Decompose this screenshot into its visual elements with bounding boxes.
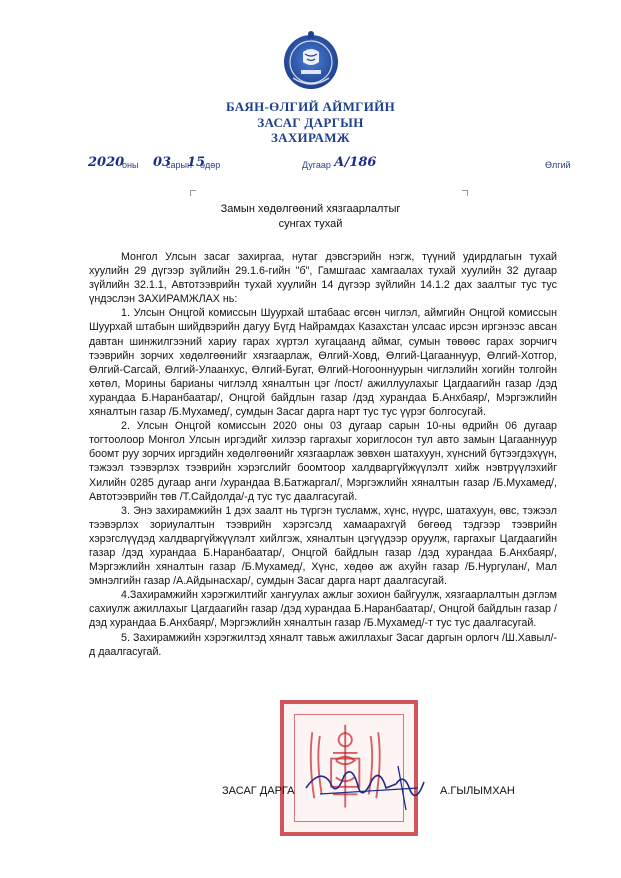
date-month-label: сарын xyxy=(166,160,192,170)
clause-2: 2. Улсын Онцгой комиссын 2020 оны 03 дугаар сарын 10-ны өдрийн 06 дугаар тогтоолоор Монгол Улсын иргэдийг хилээр гаргахыг хориглосон тул авто замын Цагааннуур боомт руу зорчих иргэдийн хөдөлгөөнийг хязгаарлаж зөвхөн шатахуун, хүнсний бүтээгдэхүүн, тэжээл тээвэрлэх тээврийн хэрэгслийг боомтоор халдваргүйжүүлэлт хийж нэвтрүүлэхийг Хилийн 0285 дугаар анги /хурандаа В.Батжаргал/, Мэргэжлийн хяналтын газар /Б.Мухамед/, Автотээврийн төв /Т.Сайдолда/-д тус тус даалгасугай. xyxy=(89,420,557,503)
city-name: Өлгий xyxy=(545,160,571,170)
clause-4: 4.Захирамжийн хэрэгжилтийг хангуулах ажлыг зохион байгуулж, хязгаарлалтын дэглэм сахиулж ажиллахыг Цагдаагийн газар /дэд хурандаа Б.Наранбаатар/, Онцгой байдлын газар /дэд хурандаа Б.Анхбаяр/, Мэргэжлийн хяналтын газар /Б.Мухамед/-т тус тус даалгасугай. xyxy=(89,589,557,630)
subject-corner-left xyxy=(190,190,196,196)
subject-line1: Замын хөдөлгөөний хязгаарлалтыг xyxy=(220,203,401,215)
handwritten-signature-icon xyxy=(300,758,430,818)
subject-line2: сунгах тухай xyxy=(278,218,343,230)
decree-body xyxy=(89,250,557,659)
signatory-title: ЗАСАГ ДАРГА xyxy=(222,785,295,797)
decree-number: А/186 xyxy=(334,155,377,170)
date-day-label: өдөр xyxy=(200,160,221,170)
org-name-line1: БАЯН-ӨЛГИЙ АЙМГИЙН xyxy=(226,99,395,114)
signatory-name: А.ГЫЛЫМХАН xyxy=(440,785,515,797)
date-day: 15 xyxy=(187,155,206,170)
date-year-label: оны xyxy=(122,160,139,170)
clause-3: 3. Энэ захирамжийн 1 дэх заалт нь түргэн тусламж, хүнс, нүүрс, шатахуун, өвс, тэжээл тээвэрлэх зориулалтын тээврийн хэрэгсэлд хамаарахгүй бөгөөд тэдгээр тээврийн хэрэгслүүдэд халдваргүйжүүлэлт хийлгэж, хяналтын цэгүүдээр оруулж, гаргахыг Цагдаагийн газар /дэд хурандаа Б.Наранбаатар/, Онцгой байдлын газар /дэд хурандаа Б.Анхбаяр/, Мэргэжлийн хяналтын газар /Б.Мухамед/, Хүнс, хөдөө аж ахуйн газар /Б.Нургулан/, Мал эмнэлгийн газар /А.Айдынасхар/, сумдын Засаг дарга нарт даалгасугай. xyxy=(89,504,557,588)
document-type-title: ЗАХИРАМЖ xyxy=(271,130,350,145)
clause-1: 1. Улсын Онцгой комиссын Шуурхай штабаас өгсөн чиглэл, аймгийн Онцгой комиссын Шуурхай штабын шийдвэрийн дагуу Бүгд Найрамдах Казахстан улсаас ирсэн иргэнээс авсан давтан шинжилгээний хариу гарах хүртэл хугацаанд аймаг, сумын төвөөс гарах зорчигч тээврийн зорчих хөдөлгөөнийг хязгаарлаж, Өлгий-Ховд, Өлгий-Цагааннуур, Өлгий-Хотгор, Өлгий-Сагсай, Өлгий-Улаанхус, Өлгий-Бугат, Өлгий-Ногооннуурын чиглэлийн хогийн толгойн хөтөл, Морины барианы чиглэлд хяналтын цэг /пост/ ажиллуулахыг Цагдаагийн газар /дэд хурандаа Б.Наранбаатар/, Онцгой байдлын газар /дэд хурандаа Б.Анхбаяр/, Мэргэжлийн хяналтын газар /Б.Мухамед/, сумдын Засаг дарга нарт тус тус үүрэг болгосугай. xyxy=(89,307,557,419)
number-label: Дугаар xyxy=(302,160,331,170)
org-name-line2: ЗАСАГ ДАРГЫН xyxy=(257,115,364,130)
subject-corner-right xyxy=(462,190,468,196)
mongolia-state-emblem-icon xyxy=(281,28,341,92)
preamble-paragraph: Монгол Улсын засаг захиргаа, нутаг дэвсгэрийн нэгж, түүний удирдлагын тухай хуулийн 29 дүгээр зүйлийн 29.1.6-гийн "б", Гамшгаас хамгаалах тухай хуулийн 32 дугаар зүйлийн 32.1.1, Автотээврийн тухай хуулийн 14 дүгээр зүйлийн 14.1.2 дах заалтыг тус тус үндэслэн ЗАХИРАМЖЛАХ нь: xyxy=(89,251,557,306)
date-month: 03 xyxy=(153,155,172,170)
date-year: 2020 xyxy=(88,155,125,170)
clause-5: 5. Захирамжийн хэрэгжилтэд хяналт тавьж ажиллахыг Засаг даргын орлогч /Ш.Хавыл/-д даалгасугай. xyxy=(89,631,557,658)
